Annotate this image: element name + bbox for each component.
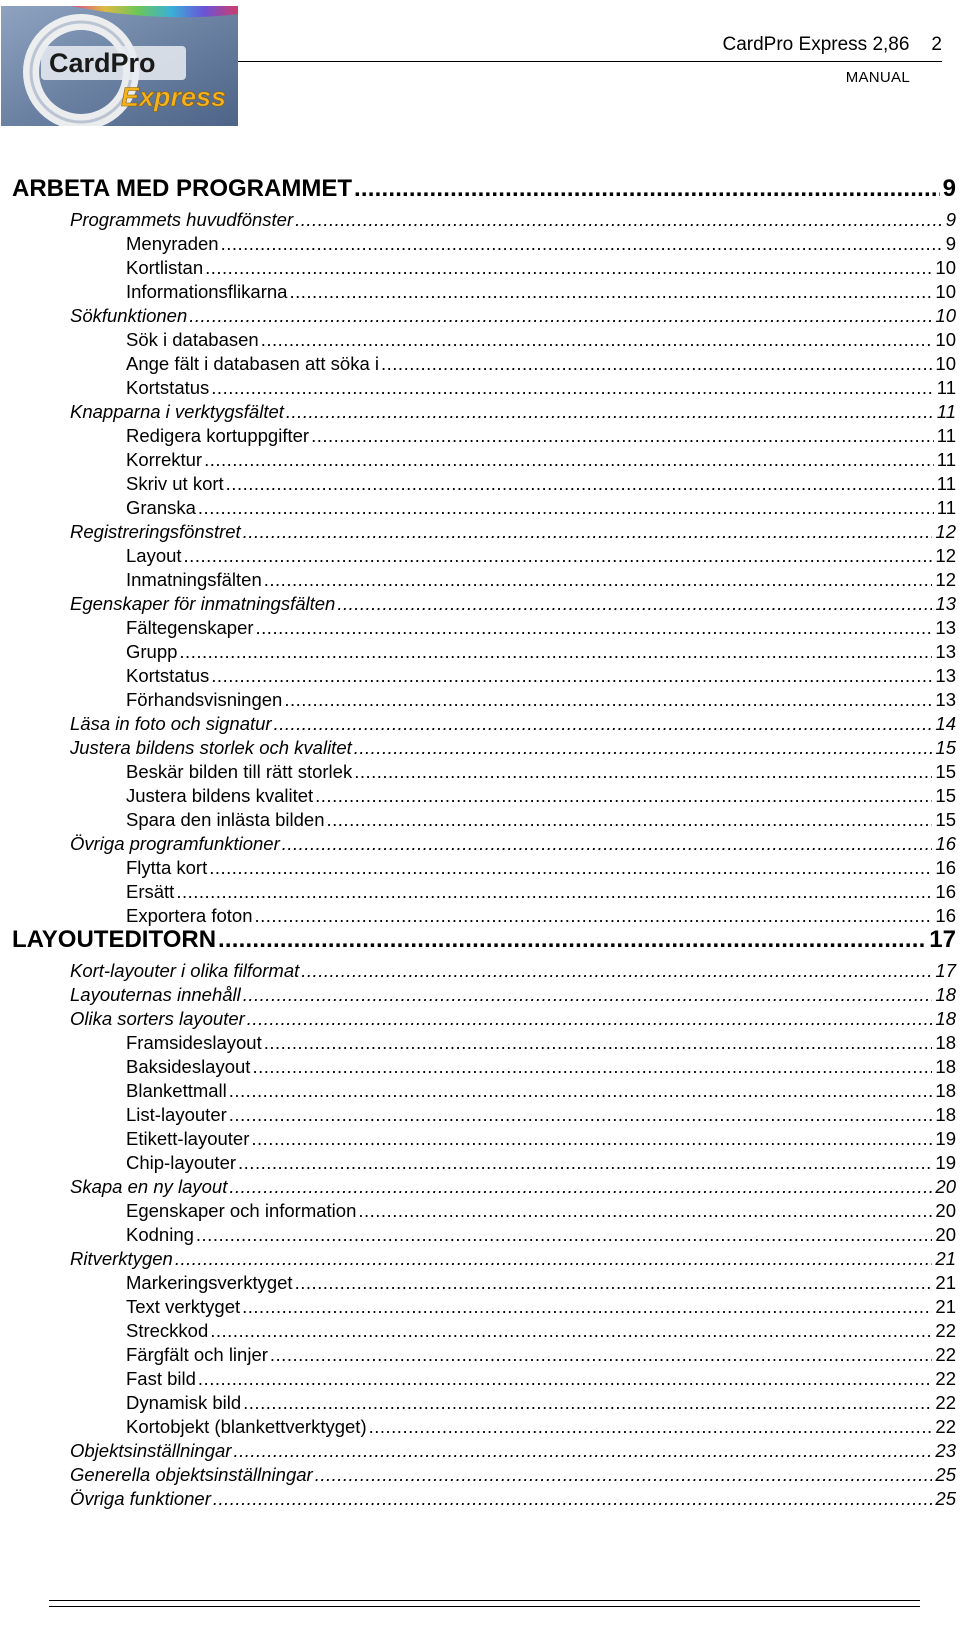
dot-leader — [270, 1343, 933, 1367]
toc-entry-page: 21 — [935, 1248, 956, 1269]
toc-entry-page: 18 — [935, 1056, 956, 1077]
toc-entry-page: 12 — [935, 545, 956, 566]
dot-leader — [282, 832, 933, 856]
toc-entry-page: 13 — [935, 689, 956, 710]
dot-leader — [196, 1223, 933, 1247]
footer-divider-top — [49, 1600, 920, 1601]
toc-entry-title: Granska — [126, 497, 196, 518]
toc-entry-level-3[interactable] — [12, 1031, 956, 1055]
dot-leader — [311, 424, 934, 448]
toc-entry-title: Läsa in foto och signatur — [70, 713, 272, 734]
toc-entry-title: Knapparna i verktygsfältet — [70, 401, 284, 422]
toc-entry-level-2[interactable] — [12, 959, 956, 983]
toc-entry-level-3[interactable] — [12, 256, 956, 280]
toc-entry-title: Förhandsvisningen — [126, 689, 283, 710]
dot-leader — [184, 544, 933, 568]
toc-entry-level-3[interactable] — [12, 640, 956, 664]
toc-entry-title: Flytta kort — [126, 857, 208, 878]
toc-entry-level-2[interactable] — [12, 1007, 956, 1031]
toc-entry-level-2[interactable] — [12, 983, 956, 1007]
toc-entry-level-3[interactable] — [12, 352, 956, 376]
toc-entry-page: 15 — [935, 809, 956, 830]
dot-leader — [198, 496, 934, 520]
toc-entry-title: Redigera kortuppgifter — [126, 425, 310, 446]
toc-entry-level-2[interactable] — [12, 1247, 956, 1271]
dot-leader — [221, 232, 943, 256]
toc-entry-level-2[interactable] — [12, 592, 956, 616]
toc-section — [12, 170, 956, 928]
toc-entry-title: Spara den inlästa bilden — [126, 809, 325, 830]
toc-entry-page: 16 — [935, 857, 956, 878]
toc-entry-title: Markeringsverktyget — [126, 1272, 293, 1293]
toc-entry-title: Inmatningsfälten — [126, 569, 262, 590]
toc-entry-page: 21 — [935, 1272, 956, 1293]
dot-leader — [286, 400, 934, 424]
toc-entry-page: 11 — [936, 497, 956, 518]
toc-entry-title: Kortstatus — [126, 377, 210, 398]
dot-leader — [354, 170, 940, 208]
toc-entry-title: Grupp — [126, 641, 178, 662]
toc-entry-title: Fältegenskaper — [126, 617, 254, 638]
toc-entry-page: 17 — [935, 960, 956, 981]
toc-entry-level-3[interactable] — [12, 448, 956, 472]
toc-entry-level-3[interactable] — [12, 1367, 956, 1391]
toc-entry-level-3[interactable] — [12, 1295, 956, 1319]
toc-entry-page: 9 — [945, 209, 956, 230]
toc-entry-page: 12 — [935, 569, 956, 590]
dot-leader — [229, 1103, 933, 1127]
toc-entry-title: Registreringsfönstret — [70, 521, 241, 542]
toc-entry-title: Text verktyget — [126, 1296, 241, 1317]
toc-entry-level-3[interactable] — [12, 1151, 956, 1175]
dot-leader — [204, 448, 934, 472]
toc-entry-page: 22 — [935, 1344, 956, 1365]
toc-entry-page: 23 — [935, 1440, 956, 1461]
toc-entry-level-2[interactable] — [12, 304, 956, 328]
dot-leader — [381, 352, 932, 376]
toc-entry-level-3[interactable] — [12, 616, 956, 640]
toc-entry-level-2[interactable] — [12, 1175, 956, 1199]
toc-entry-page: 18 — [935, 1104, 956, 1125]
toc-entry-page: 9 — [942, 175, 956, 202]
toc-entry-title: Streckkod — [126, 1320, 209, 1341]
toc-entry-level-3[interactable] — [12, 280, 956, 304]
toc-entry-level-3[interactable] — [12, 784, 956, 808]
dot-leader — [301, 959, 932, 983]
toc-entry-page: 15 — [935, 785, 956, 806]
toc-entry-level-3[interactable] — [12, 880, 956, 904]
toc-entry-title: Dynamisk bild — [126, 1392, 242, 1413]
toc-entry-level-3[interactable] — [12, 568, 956, 592]
toc-entry-page: 11 — [936, 401, 956, 422]
toc-entry-title: Ersätt — [126, 881, 175, 902]
toc-entry-title: Korrektur — [126, 449, 203, 470]
toc-entry-title: Skriv ut kort — [126, 473, 224, 494]
toc-entry-title: Sökfunktionen — [70, 305, 188, 326]
dot-leader — [274, 712, 933, 736]
product-version: CardPro Express 2,86 — [722, 34, 910, 55]
toc-entry-title: Fast bild — [126, 1368, 196, 1389]
toc-entry-title: Kort-layouter i olika filformat — [70, 960, 300, 981]
dot-leader — [243, 1391, 932, 1415]
toc-entry-page: 13 — [935, 593, 956, 614]
toc-entry-page: 25 — [935, 1464, 956, 1485]
toc-entry-page: 11 — [936, 473, 956, 494]
toc-entry-page: 16 — [935, 881, 956, 902]
dot-leader — [354, 760, 932, 784]
cardpro-express-logo — [1, 6, 238, 126]
dot-leader — [242, 1295, 932, 1319]
toc-entry-title: Kortobjekt (blankettverktyget) — [126, 1416, 367, 1437]
toc-entry-page: 18 — [935, 1008, 956, 1029]
toc-heading[interactable] — [12, 921, 956, 959]
toc-entry-title: Sök i databasen — [126, 329, 259, 350]
toc-entry-level-2[interactable] — [12, 712, 956, 736]
toc-entry-level-3[interactable] — [12, 328, 956, 352]
toc-entry-page: 13 — [935, 641, 956, 662]
toc-entry-level-2[interactable] — [12, 1487, 956, 1511]
toc-entry-level-3[interactable] — [12, 808, 956, 832]
dot-leader — [238, 1151, 932, 1175]
toc-entry-level-3[interactable] — [12, 376, 956, 400]
toc-entry-level-3[interactable] — [12, 664, 956, 688]
toc-entry-title: Egenskaper för inmatningsfälten — [70, 593, 336, 614]
dot-leader — [209, 856, 932, 880]
toc-entry-title: Skapa en ny layout — [70, 1176, 228, 1197]
dot-leader — [315, 1463, 933, 1487]
toc-section — [12, 921, 956, 1511]
toc-entry-title: Blankettmall — [126, 1080, 227, 1101]
toc-entry-page: 22 — [935, 1320, 956, 1341]
toc-entry-page: 20 — [935, 1176, 956, 1197]
logo-text-top: CardPro — [49, 48, 156, 78]
dot-leader — [205, 256, 932, 280]
toc-entry-title: Chip-layouter — [126, 1152, 237, 1173]
logo-text-bottom: Express — [121, 82, 227, 112]
toc-entry-level-3[interactable] — [12, 688, 956, 712]
dot-leader — [176, 880, 932, 904]
dot-leader — [252, 1055, 932, 1079]
toc-entry-page: 16 — [935, 905, 956, 926]
dot-leader — [289, 280, 932, 304]
toc-entry-title: Färgfält och linjer — [126, 1344, 268, 1365]
toc-entry-level-2[interactable] — [12, 1463, 956, 1487]
toc-entry-level-3[interactable] — [12, 1103, 956, 1127]
toc-entry-page: 20 — [935, 1200, 956, 1221]
dot-leader — [211, 664, 932, 688]
toc-entry-title: Objektsinställningar — [70, 1440, 232, 1461]
toc-entry-level-3[interactable] — [12, 232, 956, 256]
page-number: 2 — [931, 34, 942, 55]
toc-entry-title: Ritverktygen — [70, 1248, 173, 1269]
toc-entry-title: Övriga funktioner — [70, 1488, 211, 1509]
toc-entry-level-2[interactable] — [12, 832, 956, 856]
document-subtitle: MANUAL — [845, 69, 910, 86]
header-divider — [238, 61, 942, 62]
toc-entry-title: LAYOUTEDITORN — [12, 926, 217, 953]
document-header-title — [723, 34, 943, 56]
toc-entry-level-3[interactable] — [12, 1055, 956, 1079]
toc-entry-page: 9 — [945, 233, 956, 254]
dot-leader — [295, 208, 943, 232]
dot-leader — [210, 1319, 932, 1343]
toc-entry-page: 10 — [935, 329, 956, 350]
toc-entry-title: Generella objektsinställningar — [70, 1464, 313, 1485]
toc-entry-title: Menyraden — [126, 233, 219, 254]
toc-entry-title: Layout — [126, 545, 182, 566]
toc-entry-level-3[interactable] — [12, 1271, 956, 1295]
footer-divider-bottom — [49, 1606, 920, 1607]
toc-entry-title: Justera bildens kvalitet — [126, 785, 314, 806]
dot-leader — [295, 1271, 933, 1295]
toc-entry-level-2[interactable] — [12, 208, 956, 232]
dot-leader — [358, 1199, 932, 1223]
toc-entry-title: List-layouter — [126, 1104, 227, 1125]
toc-entry-level-3[interactable] — [12, 1415, 956, 1439]
dot-leader — [261, 328, 933, 352]
toc-entry-level-3[interactable] — [12, 472, 956, 496]
dot-leader — [226, 472, 934, 496]
toc-entry-level-3[interactable] — [12, 544, 956, 568]
toc-entry-page: 20 — [935, 1224, 956, 1245]
toc-entry-level-3[interactable] — [12, 1127, 956, 1151]
toc-entry-page: 10 — [935, 353, 956, 374]
dot-leader — [229, 1175, 932, 1199]
toc-entry-title: Ange fält i databasen att söka i — [126, 353, 380, 374]
toc-heading[interactable] — [12, 170, 956, 208]
toc-entry-title: Layouternas innehåll — [70, 984, 241, 1005]
toc-entry-page: 13 — [935, 665, 956, 686]
toc-entry-page: 22 — [935, 1416, 956, 1437]
toc-entry-title: Olika sorters layouter — [70, 1008, 245, 1029]
toc-entry-level-3[interactable] — [12, 424, 956, 448]
toc-entry-page: 18 — [935, 1032, 956, 1053]
toc-entry-level-2[interactable] — [12, 1439, 956, 1463]
toc-entry-page: 19 — [935, 1152, 956, 1173]
toc-entry-page: 25 — [935, 1488, 956, 1509]
dot-leader — [354, 736, 933, 760]
toc-entry-level-3[interactable] — [12, 1079, 956, 1103]
dot-leader — [189, 304, 932, 328]
toc-entry-page: 11 — [936, 377, 956, 398]
toc-entry-page: 22 — [935, 1392, 956, 1413]
toc-entry-title: Kortlistan — [126, 257, 204, 278]
toc-entry-level-2[interactable] — [12, 520, 956, 544]
toc-entry-title: Programmets huvudfönster — [70, 209, 294, 230]
dot-leader — [179, 640, 932, 664]
dot-leader — [218, 921, 926, 959]
dot-leader — [284, 688, 932, 712]
dot-leader — [327, 808, 933, 832]
dot-leader — [264, 1031, 933, 1055]
toc-entry-page: 17 — [929, 926, 956, 953]
toc-entry-level-3[interactable] — [12, 1319, 956, 1343]
toc-entry-level-2[interactable] — [12, 736, 956, 760]
toc-entry-page: 11 — [936, 425, 956, 446]
toc-entry-level-3[interactable] — [12, 496, 956, 520]
toc-entry-title: Justera bildens storlek och kvalitet — [70, 737, 352, 758]
toc-entry-title: Exportera foton — [126, 905, 253, 926]
toc-entry-page: 15 — [935, 737, 956, 758]
dot-leader — [211, 376, 933, 400]
toc-entry-title: Egenskaper och information — [126, 1200, 357, 1221]
toc-entry-level-3[interactable] — [12, 1343, 956, 1367]
toc-entry-page: 18 — [935, 984, 956, 1005]
dot-leader — [243, 983, 933, 1007]
toc-entry-page: 19 — [935, 1128, 956, 1149]
dot-leader — [243, 520, 933, 544]
toc-entry-level-3[interactable] — [12, 760, 956, 784]
toc-entry-title: Informationsflikarna — [126, 281, 288, 302]
toc-entry-title: Baksideslayout — [126, 1056, 251, 1077]
logo-graphic — [1, 6, 238, 126]
dot-leader — [251, 1127, 932, 1151]
toc-entry-title: Kodning — [126, 1224, 194, 1245]
toc-entry-page: 10 — [935, 305, 956, 326]
toc-entry-title: ARBETA MED PROGRAMMET — [12, 175, 352, 202]
toc-entry-page: 13 — [935, 617, 956, 638]
toc-entry-page: 11 — [936, 449, 956, 470]
toc-entry-title: Kortstatus — [126, 665, 210, 686]
toc-entry-title: Beskär bilden till rätt storlek — [126, 761, 353, 782]
toc-entry-level-3[interactable] — [12, 1199, 956, 1223]
toc-entry-title: Etikett-layouter — [126, 1128, 250, 1149]
dot-leader — [256, 616, 933, 640]
toc-entry-page: 10 — [935, 281, 956, 302]
dot-leader — [229, 1079, 933, 1103]
toc-entry-level-3[interactable] — [12, 1391, 956, 1415]
toc-entry-page: 10 — [935, 257, 956, 278]
toc-entry-page: 15 — [935, 761, 956, 782]
dot-leader — [315, 784, 932, 808]
dot-leader — [198, 1367, 933, 1391]
dot-leader — [233, 1439, 932, 1463]
toc-entry-page: 12 — [935, 521, 956, 542]
toc-entry-page: 21 — [935, 1296, 956, 1317]
toc-entry-page: 14 — [935, 713, 956, 734]
toc-entry-level-3[interactable] — [12, 1223, 956, 1247]
toc-entry-title: Övriga programfunktioner — [70, 833, 280, 854]
toc-entry-page: 18 — [935, 1080, 956, 1101]
toc-entry-page: 16 — [935, 833, 956, 854]
dot-leader — [337, 592, 932, 616]
toc-entry-title: Framsideslayout — [126, 1032, 262, 1053]
toc-entry-level-2[interactable] — [12, 400, 956, 424]
dot-leader — [213, 1487, 933, 1511]
dot-leader — [369, 1415, 933, 1439]
dot-leader — [264, 568, 933, 592]
toc-entry-level-3[interactable] — [12, 856, 956, 880]
toc-entry-page: 22 — [935, 1368, 956, 1389]
dot-leader — [175, 1247, 933, 1271]
dot-leader — [247, 1007, 933, 1031]
